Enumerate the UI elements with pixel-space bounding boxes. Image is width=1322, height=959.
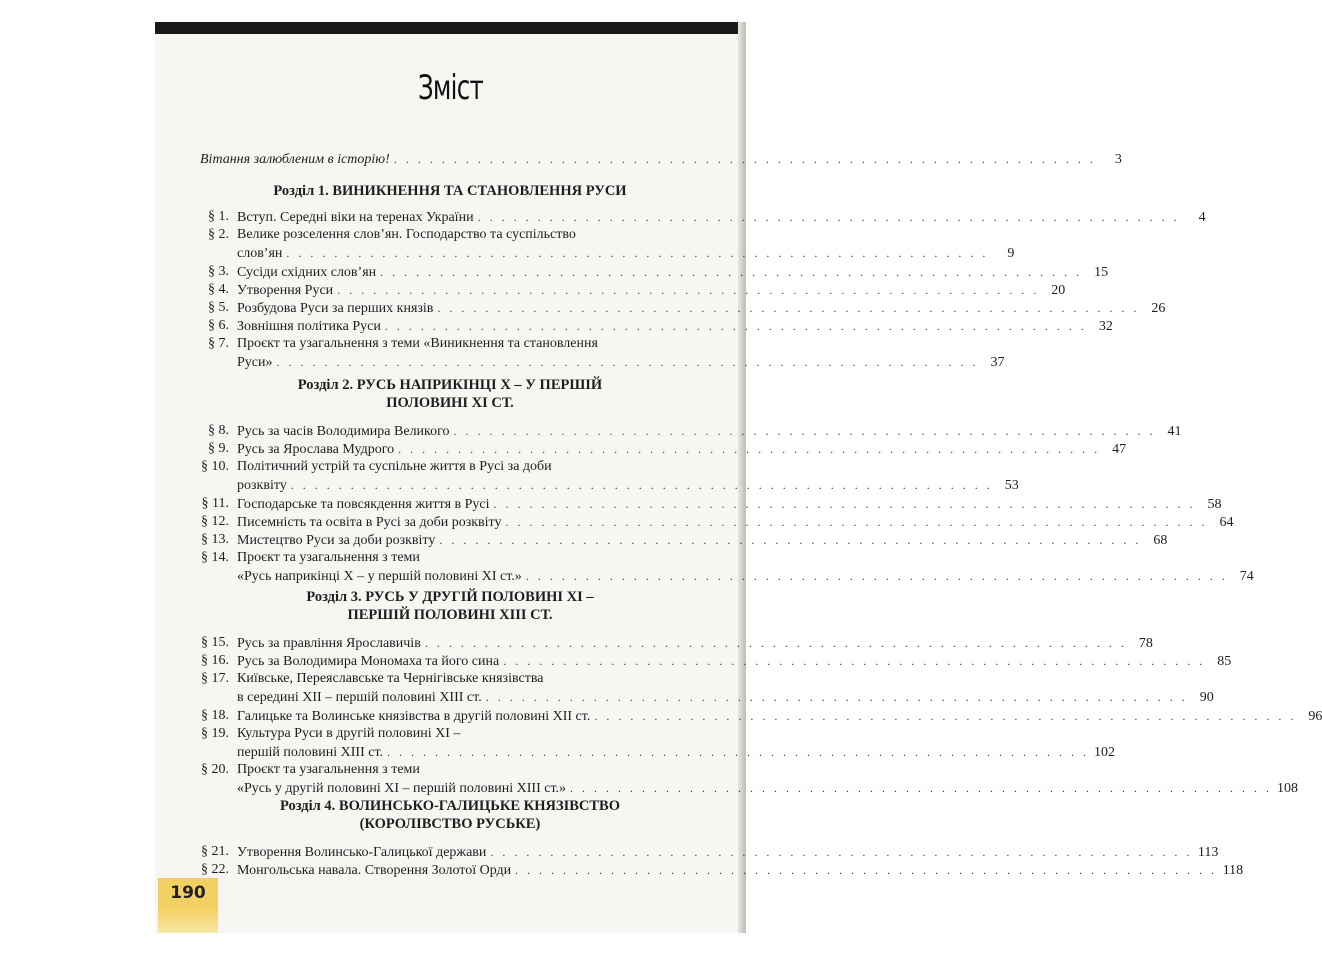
dot-leader: . . . . . . . . . . . . . . . . . . . . . . . . . . . . . . . . . . . . . . . . . . . . . . . . . . . . . . . . . . . (485, 690, 1188, 705)
entry-title-line: Київське, Переяславське та Чернігівське князівства (237, 671, 544, 687)
entry-title: першій половині XIII ст. (237, 745, 384, 760)
toc-line (237, 779, 1299, 798)
entry-title: Мистецтво Руси за доби розквіту (237, 533, 436, 549)
page-ref: 96 (1308, 708, 1322, 724)
page-ref: 9 (1007, 246, 1015, 262)
toc-line (237, 634, 1153, 653)
entry-title: Монгольська навала. Створення Золотої Орди (237, 863, 512, 879)
page-ref: 53 (1004, 478, 1019, 494)
toc-line (237, 531, 1168, 550)
paragraph-number: § 17. (201, 671, 229, 687)
paragraph-number: § 15. (201, 635, 229, 650)
dot-leader: . . . . . . . . . . . . . . . . . . . . . . . . . . . . . . . . . . . . . . . . . . . . . . . . . . . . . . . . . . . (490, 845, 1193, 859)
entry-title: Русь за часів Володимира Великого (237, 424, 450, 439)
entry-title: «Русь у другій половині XI – першій половині XIII ст.» (237, 781, 567, 797)
section-heading (200, 376, 700, 412)
toc-line (237, 652, 1232, 671)
toc-entry (208, 317, 1113, 336)
entry-title-line: Проєкт та узагальнення з теми (237, 762, 420, 778)
page-ref: 74 (1239, 569, 1254, 585)
section-heading (200, 182, 700, 200)
page-ref: 47 (1112, 442, 1127, 458)
entry-title: Розбудова Руси за перших князів (237, 301, 434, 316)
entry-title: Русь за Володимира Мономаха та його сина (237, 654, 500, 670)
section-heading-line: Розділ 2. РУСЬ НАПРИКІНЦІ X – У ПЕРШІЙ (297, 377, 603, 393)
toc-entry (208, 440, 1127, 459)
entry-title-line: Проєкт та узагальнення з теми (237, 550, 420, 566)
paragraph-number: § 1. (208, 209, 229, 224)
page-top-shadow (155, 22, 746, 34)
toc-entry (201, 707, 1322, 726)
entry-title-line: Культура Руси в другій половині XI – (237, 726, 461, 741)
page-ref: 102 (1094, 745, 1116, 760)
section-heading-line: Розділ 1. ВИНИКНЕННЯ ТА СТАНОВЛЕННЯ РУСИ (273, 183, 627, 199)
paragraph-number: § 13. (201, 532, 229, 548)
dot-leader: . . . . . . . . . . . . . . . . . . . . . . . . . . . . . . . . . . . . . . . . . . . . . . . . . . . . . . . . . . . (398, 442, 1101, 457)
entry-title: Вступ. Середні віки на теренах України (237, 210, 474, 225)
page-ref: 58 (1207, 496, 1222, 512)
page-ref: 32 (1098, 319, 1113, 335)
toc-line (237, 422, 1182, 441)
page-ref: 15 (1094, 264, 1109, 280)
paragraph-number: § 14. (201, 550, 229, 566)
entry-title: «Русь наприкінці X – у першій половині XI ст.» (237, 569, 522, 585)
dot-leader: . . . . . . . . . . . . . . . . . . . . . . . . . . . . . . . . . . . . . . . . . . . . . . . . . . . . . . . . . . . (276, 355, 979, 370)
toc-entry (201, 725, 1116, 762)
page-number: 190 (158, 878, 218, 908)
toc-line (237, 743, 1116, 762)
section-heading-line: (КОРОЛІВСТВО РУСЬКЕ) (359, 816, 541, 832)
entry-title-line: Проєкт та узагальнення з теми «Виникнення та становлення (237, 336, 598, 352)
entry-title: Галицьке та Волинське князівства в другій половині XII ст. (237, 708, 591, 724)
toc-entry (208, 208, 1206, 227)
page-ref: 3 (1114, 152, 1122, 167)
page-ref: 41 (1167, 424, 1182, 439)
toc-entry (201, 861, 1244, 880)
dot-leader: . . . . . . . . . . . . . . . . . . . . . . . . . . . . . . . . . . . . . . . . . . . . . . . . . . . . . . . . . . . (477, 210, 1180, 224)
paragraph-number: § 3. (208, 263, 229, 279)
page-ref: 64 (1219, 515, 1234, 530)
dot-leader: . . . . . . . . . . . . . . . . . . . . . . . . . . . . . . . . . . . . . . . . . . . . . . . . . . . . . . . . . . . (393, 152, 1096, 166)
entry-title: Вітання залюбленим в історію! (200, 152, 390, 167)
entry-title: Писемність та освіта в Русі за доби розквіту (237, 515, 502, 530)
entry-title: Господарське та повсякдення життя в Русі (237, 496, 490, 512)
dot-leader: . . . . . . . . . . . . . . . . . . . . . . . . . . . . . . . . . . . . . . . . . . . . . . . . . . . . . . . . . . . (570, 781, 1273, 796)
dot-leader: . . . . . . . . . . . . . . . . . . . . . . . . . . . . . . . . . . . . . . . . . . . . . . . . . . . . . . . . . . . (387, 745, 1090, 759)
toc-entry (201, 495, 1222, 514)
toc-line (237, 843, 1219, 862)
paragraph-number: § 8. (208, 423, 229, 438)
toc-line (237, 299, 1166, 318)
toc-line (237, 688, 1214, 707)
paragraph-number: § 11. (201, 495, 229, 511)
entry-title: Руси» (237, 355, 273, 371)
toc-entry (201, 670, 1214, 707)
dot-leader: . . . . . . . . . . . . . . . . . . . . . . . . . . . . . . . . . . . . . . . . . . . . . . . . . . . . . . . . . . . (594, 708, 1297, 723)
dot-leader: . . . . . . . . . . . . . . . . . . . . . . . . . . . . . . . . . . . . . . . . . . . . . . . . . . . . . . . . . . . (439, 533, 1142, 548)
dot-leader: . . . . . . . . . . . . . . . . . . . . . . . . . . . . . . . . . . . . . . . . . . . . . . . . . . . . . . . . . . . (384, 319, 1087, 334)
paragraph-number: § 22. (201, 862, 229, 878)
toc-line (237, 476, 1019, 495)
entry-title: Зовнішня політика Руси (237, 319, 381, 335)
section-heading-line: ПЕРШІЙ ПОЛОВИНІ XIII СТ. (347, 607, 553, 623)
page-ref: 108 (1277, 781, 1299, 797)
dot-leader: . . . . . . . . . . . . . . . . . . . . . . . . . . . . . . . . . . . . . . . . . . . . . . . . . . . . . . . . . . . (437, 301, 1140, 315)
dot-leader: . . . . . . . . . . . . . . . . . . . . . . . . . . . . . . . . . . . . . . . . . . . . . . . . . . . . . . . . . . . (290, 478, 993, 493)
paragraph-number: § 12. (201, 514, 229, 529)
page-number-tab (158, 908, 218, 933)
paragraph-number: § 16. (201, 653, 229, 669)
section-heading (200, 588, 700, 624)
dot-leader: . . . . . . . . . . . . . . . . . . . . . . . . . . . . . . . . . . . . . . . . . . . . . . . . . . . . . . . . . . . (380, 264, 1083, 279)
dot-leader: . . . . . . . . . . . . . . . . . . . . . . . . . . . . . . . . . . . . . . . . . . . . . . . . . . . . . . . . . . . (286, 246, 989, 261)
page-ref: 68 (1153, 533, 1168, 549)
page-ref: 37 (990, 355, 1005, 371)
entry-title: Русь за Ярослава Мудрого (237, 442, 395, 458)
page-ref: 20 (1051, 282, 1066, 298)
dot-leader: . . . . . . . . . . . . . . . . . . . . . . . . . . . . . . . . . . . . . . . . . . . . . . . . . . . . . . . . . . . (525, 569, 1228, 584)
toc-entry (201, 843, 1219, 862)
toc-line (200, 150, 1122, 169)
toc-line (237, 281, 1066, 300)
paragraph-number: § 19. (201, 726, 229, 741)
paragraph-number: § 21. (201, 844, 229, 859)
page-title: Зміст (417, 68, 484, 108)
toc-entry (208, 335, 1005, 372)
entry-title: Сусіди східних слов’ян (237, 264, 377, 280)
toc-entry (201, 761, 1299, 798)
entry-title: слов’ян (237, 246, 283, 262)
entry-title-line: Велике розселення слов’ян. Господарство та суспільство (237, 227, 576, 243)
paragraph-number: § 10. (201, 459, 229, 475)
toc-entry (201, 549, 1254, 586)
section-heading-line: Розділ 3. РУСЬ У ДРУГІЙ ПОЛОВИНІ XI – (306, 589, 594, 605)
entry-title: Утворення Руси (237, 282, 334, 298)
dot-leader: . . . . . . . . . . . . . . . . . . . . . . . . . . . . . . . . . . . . . . . . . . . . . . . . . . . . . . . . . . . (424, 636, 1127, 650)
toc-line (237, 440, 1127, 459)
entry-title-line: Політичний устрій та суспільне життя в Русі за доби (237, 459, 552, 475)
intro-entry (200, 150, 1122, 169)
toc-entry (201, 513, 1234, 532)
page-ref: 113 (1197, 845, 1219, 860)
dot-leader: . . . . . . . . . . . . . . . . . . . . . . . . . . . . . . . . . . . . . . . . . . . . . . . . . . . . . . . . . . . (505, 515, 1208, 529)
toc-entry (201, 652, 1232, 671)
toc-line (237, 353, 1005, 372)
paragraph-number: § 7. (208, 336, 229, 352)
paragraph-number: § 9. (208, 441, 229, 457)
entry-title: Утворення Волинсько-Галицької держави (237, 845, 487, 860)
section-heading-line: Розділ 4. ВОЛИНСЬКО-ГАЛИЦЬКЕ КНЯЗІВСТВО (279, 798, 621, 814)
page-ref: 4 (1198, 210, 1206, 225)
toc-line (237, 513, 1234, 532)
section-heading-line: ПОЛОВИНІ XI СТ. (386, 395, 514, 411)
toc-entry (208, 422, 1182, 441)
entry-title: розквіту (237, 478, 287, 494)
toc-line (237, 861, 1244, 880)
paragraph-number: § 18. (201, 707, 229, 723)
page-ref: 118 (1222, 863, 1244, 879)
toc-line (237, 707, 1322, 726)
dot-leader: . . . . . . . . . . . . . . . . . . . . . . . . . . . . . . . . . . . . . . . . . . . . . . . . . . . . . . . . . . . (503, 654, 1206, 669)
paragraph-number: § 4. (208, 281, 229, 297)
dot-leader: . . . . . . . . . . . . . . . . . . . . . . . . . . . . . . . . . . . . . . . . . . . . . . . . . . . . . . . . . . . (515, 863, 1218, 878)
toc-line (237, 263, 1109, 282)
toc-line (237, 317, 1113, 336)
page-ref: 26 (1151, 301, 1166, 316)
toc-entry (201, 634, 1153, 653)
dot-leader: . . . . . . . . . . . . . . . . . . . . . . . . . . . . . . . . . . . . . . . . . . . . . . . . . . . . . . . . . . . (493, 496, 1196, 511)
toc-entry (208, 299, 1166, 318)
entry-title: Русь за правління Ярославичів (237, 636, 421, 651)
toc-entry (201, 458, 1019, 495)
toc-entry (208, 281, 1066, 300)
dot-leader: . . . . . . . . . . . . . . . . . . . . . . . . . . . . . . . . . . . . . . . . . . . . . . . . . . . . . . . . . . . (453, 424, 1156, 438)
toc-line (237, 244, 1015, 263)
toc-line (237, 567, 1254, 586)
paragraph-number: § 6. (208, 318, 229, 334)
dot-leader: . . . . . . . . . . . . . . . . . . . . . . . . . . . . . . . . . . . . . . . . . . . . . . . . . . . . . . . . . . . (337, 282, 1040, 297)
paragraph-number: § 20. (201, 762, 229, 778)
page-ref: 78 (1138, 636, 1153, 651)
toc-line (237, 208, 1206, 227)
entry-title: в середині XII – першій половині XIII ст. (237, 690, 482, 706)
page-ref: 90 (1199, 690, 1214, 706)
toc-line (237, 495, 1222, 514)
section-heading (200, 797, 700, 833)
paragraph-number: § 5. (208, 300, 229, 315)
toc-entry (208, 263, 1109, 282)
page-ref: 85 (1217, 654, 1232, 670)
toc-entry (208, 226, 1015, 263)
toc-entry (201, 531, 1168, 550)
paragraph-number: § 2. (208, 227, 229, 243)
